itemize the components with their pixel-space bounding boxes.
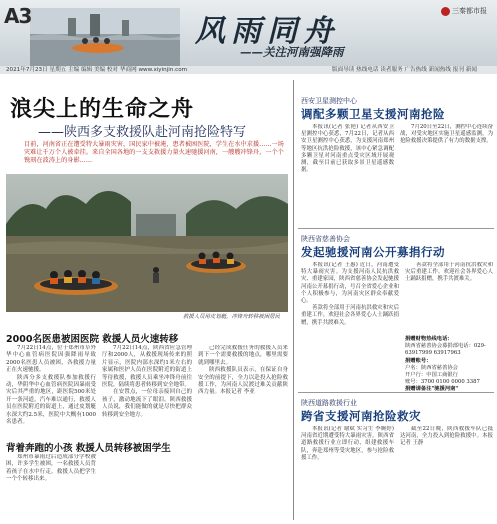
- article-body-charity-1: 本报讯(记者 王惠) 近日，河南遭受特大暴雨灾害。为支援河南人民抗洪救灾、重建家园，陕西省慈善协会发起驰援河南公开募捐行动，号召全省爱心企业和个人积极参与，为河南灾区群众奉献爱心。 善款将全部用于河南抗洪救灾和灾后重建工作。欢迎社会各界爱心人士踊跃捐赠，携手共渡难关。: [301, 262, 399, 326]
- section-subtitle: ——关注河南强降雨: [240, 45, 344, 59]
- article-body-road-rescue-2: 截至22日晚，陕西救援车队已抵达河南，全力投入到抢险救援中。本报记者 王静: [400, 426, 493, 447]
- photo-caption: 救援人员用皮划艇，冲锋舟转移被困居民: [182, 314, 280, 320]
- section-title: 风雨同舟: [195, 14, 339, 49]
- section-head-hospital: 2000名医患被困医院 救援人员火速转移: [6, 334, 179, 345]
- article-column-2: 7月22日14点，陕西省应急管理厅和2000人，从救援现场传来的照片显示，医院内部水深约1米左右的家属和医护人员在医院附近的街道上等待救援，救援人员乘坐冲锋舟前往医院，陆续将患者转移到安全地带。 在安置点，一位母亲接回自己的孩子，激动地流下了眼泪。陕西救援人员说，我们能做的就是尽快把群众转移到安全地方。: [102, 345, 192, 418]
- article-title-road-rescue: 跨省支援河南抢险救灾: [301, 409, 421, 423]
- column-divider: [293, 80, 294, 520]
- article-column-1: 7月22日14点，位于郑州市阜外华中心血管病医院因强降雨导致2000名医患人员被困，各救援力量正在火速驰援。 陕西分多支救援队参加救援行动，华阴华中心血管病医院因暴雨受灾后其严重的地区，距医院500米处开一条河道，汽车难以通行，救援人员在医院附近的街道上，通过皮划艇水深大约2.5米，医院中大概有1000名患者。: [6, 345, 96, 426]
- article-title-satellite: 调配多颗卫星支援河南抢险: [301, 107, 445, 121]
- article-body-road-rescue-1: 本报讯(记者 谢斌 实习生 李婉婷) 河南省近期遭受特大暴雨灾害，陕西省道路救援行业立即行动，组建救援车队，奔赴郑州等受灾地区，参与抢险救援工作。: [301, 426, 394, 461]
- article-body-satellite-1: 本报讯(记者 张艳) 记者从西安卫星测控中心获悉，7月22日，记者从西安卫星测控中心获悉，为支援河南郑州等地区抗洪抢险救援，该中心紧急调配多颗卫星对河南重点受灾区域开展观测，截至目前已获取多景卫星遥感数据。: [301, 124, 394, 174]
- article-separator: [298, 228, 494, 229]
- article-kicker-charity: 陕西省慈善协会: [301, 235, 350, 243]
- article-separator-2: [298, 392, 494, 393]
- rescue-photo: [6, 174, 288, 312]
- donation-info: 捐赠财物热线电话： 陕西省慈善协会募捐部电话：029-63917999 63917963 捐赠账号： 户名：陕西省慈善协会 开户行：中国工商银行 账号：3700 0100 0000 3387 捐赠请备注"驰援河南": [405, 336, 486, 393]
- article-kicker-satellite: 西安卫星测控中心: [301, 97, 357, 105]
- main-lead: 目前，河南省正在遭受特大暴雨灾害，国民家中被淹，患者被困医院，学生在水中求援……一场灾难让千万个人被牵挂。来自全国各地的一支支救援力量火速驰援河南，一艘艘冲锋舟，一个个镌刻在波涛上的身影……: [24, 141, 284, 164]
- main-headline: 浪尖上的生命之舟: [10, 97, 195, 122]
- article-kicker-road-rescue: 陕西道路救援行业: [301, 399, 357, 407]
- article-column-3: 己经完成救援任务的救援人员来到下一个需要救援的地点，哪里需要就到哪里去。 陕西救援队员表示，在保证自身安全的前提下，全力以赴投入抢险救援工作，为河南人民渡过难关贡献陕西力量。本报记者 李亚: [198, 345, 288, 396]
- info-strip: [0, 66, 497, 74]
- page-number: A3: [4, 4, 32, 28]
- flood-photo: [30, 8, 180, 66]
- section-banner: [0, 0, 497, 66]
- main-subheadline: ——陕西多支救援队赴河南抢险特写: [38, 125, 247, 140]
- article-body-satellite-2: 7月20日至22日，测控中心连续奋战，对受灾地区实施卫星遥感监测，为抢险救援决策提供了有力的数据支撑。: [400, 124, 493, 145]
- paper-logo: 三秦都市报: [441, 6, 487, 16]
- info-strip-right: 版面导读 热线电话 读者服务 广告热线 新闻热线 报刊 新闻: [332, 67, 477, 73]
- article-title-charity: 发起驰援河南公开募捐行动: [301, 245, 445, 259]
- section-head-students: 背着奔跑的小孩 救援人员转移被困学生: [6, 443, 171, 454]
- paper-logo-mark-icon: [441, 7, 450, 16]
- article-column-1b: 郑州市暴雨过后造成部分学校被困，许多学生被困，一名救援人员背着孩子在水中行走。救援人员把学生一个个转移出来。: [6, 454, 96, 483]
- article-body-charity-2: 善款将全部用于河南抗洪救灾和灾后重建工作。欢迎社会各界爱心人士踊跃捐赠，携手共渡难关。: [405, 262, 493, 283]
- info-strip-left: 2021年7月23日 星期五 主编 编辑 美编 校对 华商网 www.xiyinjin.com: [6, 67, 188, 73]
